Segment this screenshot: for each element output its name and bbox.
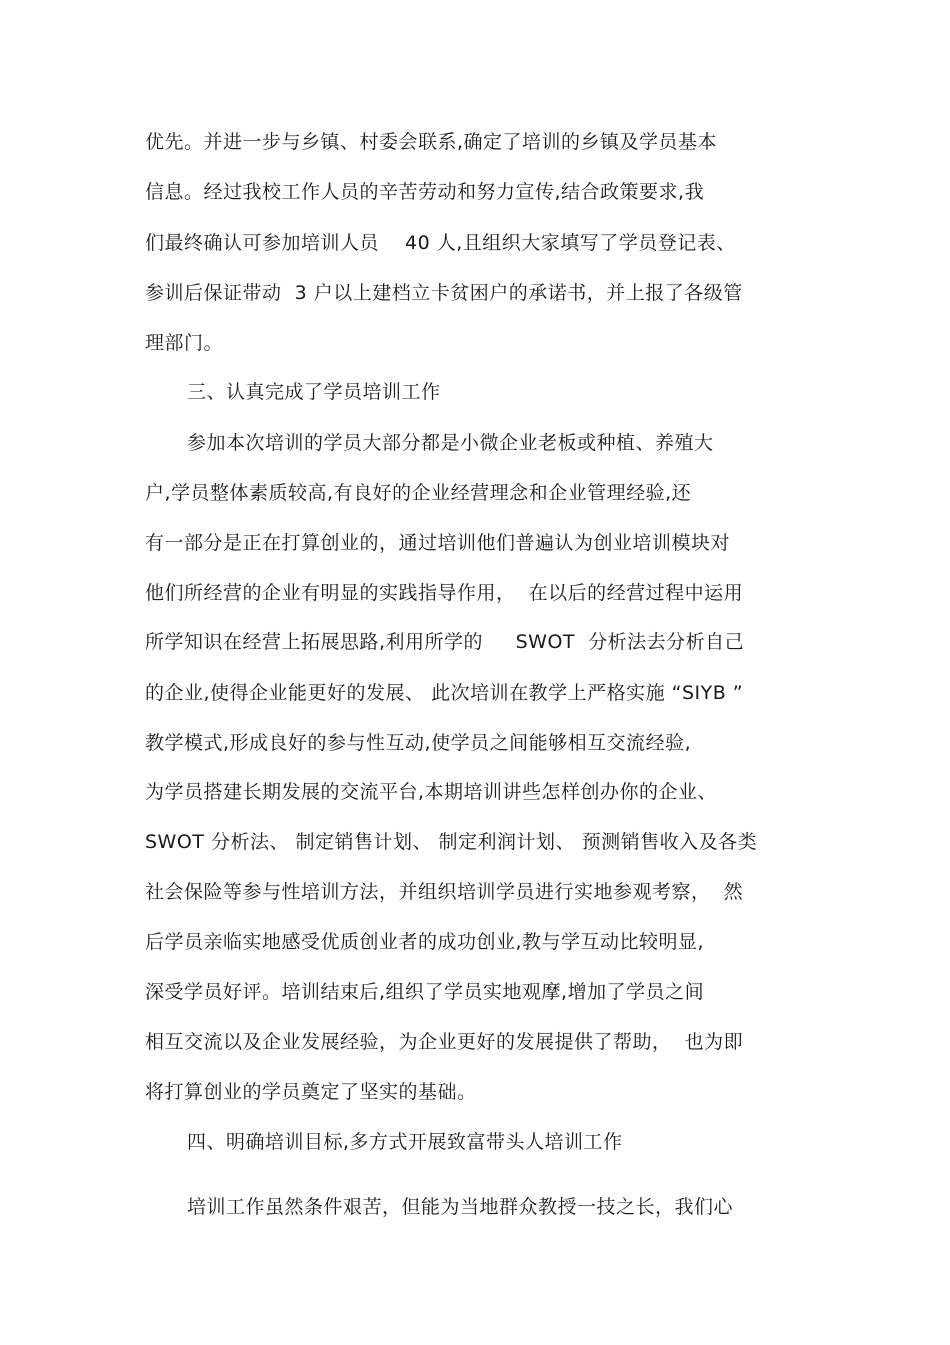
text-line: 教学模式,形成良好的参与性互动,使学员之间能够相互交流经验, [145, 732, 692, 754]
text-line: 他们所经营的企业有明显的实践指导作用， 在以后的经营过程中运用 [145, 582, 744, 604]
text-line: 将打算创业的学员奠定了坚实的基础。 [145, 1081, 477, 1103]
text-line: 信息。经过我校工作人员的辛苦劳动和努力宣传,结合政策要求,我 [145, 181, 705, 203]
section-heading: 四、明确培训目标,多方式开展致富带头人培训工作 [187, 1131, 623, 1153]
text-line: 参训后保证带动 3 户以上建档立卡贫困户的承诺书，并上报了各级管 [145, 282, 743, 304]
section-heading: 三、认真完成了学员培训工作 [187, 381, 441, 403]
text-line: 理部门。 [145, 332, 224, 354]
text-line: 的企业,使得企业能更好的发展、 此次培训在教学上严格实施 “SIYB ” [145, 682, 744, 704]
text-line: 优先。并进一步与乡镇、村委会联系,确定了培训的乡镇及学员基本 [145, 131, 718, 153]
text-line: 有一部分是正在打算创业的，通过培训他们普遍认为创业培训模块对 [145, 532, 731, 554]
text-line: 们最终确认可参加培训人员 40 人,且组织大家填写了学员登记表、 [145, 232, 736, 254]
text-line: 深受学员好评。培训结束后,组织了学员实地观摩,增加了学员之间 [145, 981, 705, 1003]
text-line: 相互交流以及企业发展经验，为企业更好的发展提供了帮助， 也为即 [145, 1031, 744, 1053]
text-line: 培训工作虽然条件艰苦，但能为当地群众教授一技之长，我们心 [187, 1196, 734, 1218]
text-line: 为学员搭建长期发展的交流平台,本期培训讲些怎样创办你的企业、 [145, 781, 718, 803]
text-line: 后学员亲临实地感受优质创业者的成功创业,教与学互动比较明显, [145, 931, 705, 953]
text-line: 参加本次培训的学员大部分都是小微企业老板或种植、养殖大 [187, 432, 714, 454]
text-line: SWOT 分析法、 制定销售计划、 制定利润计划、 预测销售收入及各类 [145, 831, 758, 853]
text-line: 户,学员整体素质较高,有良好的企业经营理念和企业管理经验,还 [145, 482, 692, 504]
text-line: 所学知识在经营上拓展思路,利用所学的 SWOT 分析法去分析自己 [145, 631, 745, 653]
text-line: 社会保险等参与性培训方法，并组织培训学员进行实地参观考察， 然 [145, 881, 744, 903]
